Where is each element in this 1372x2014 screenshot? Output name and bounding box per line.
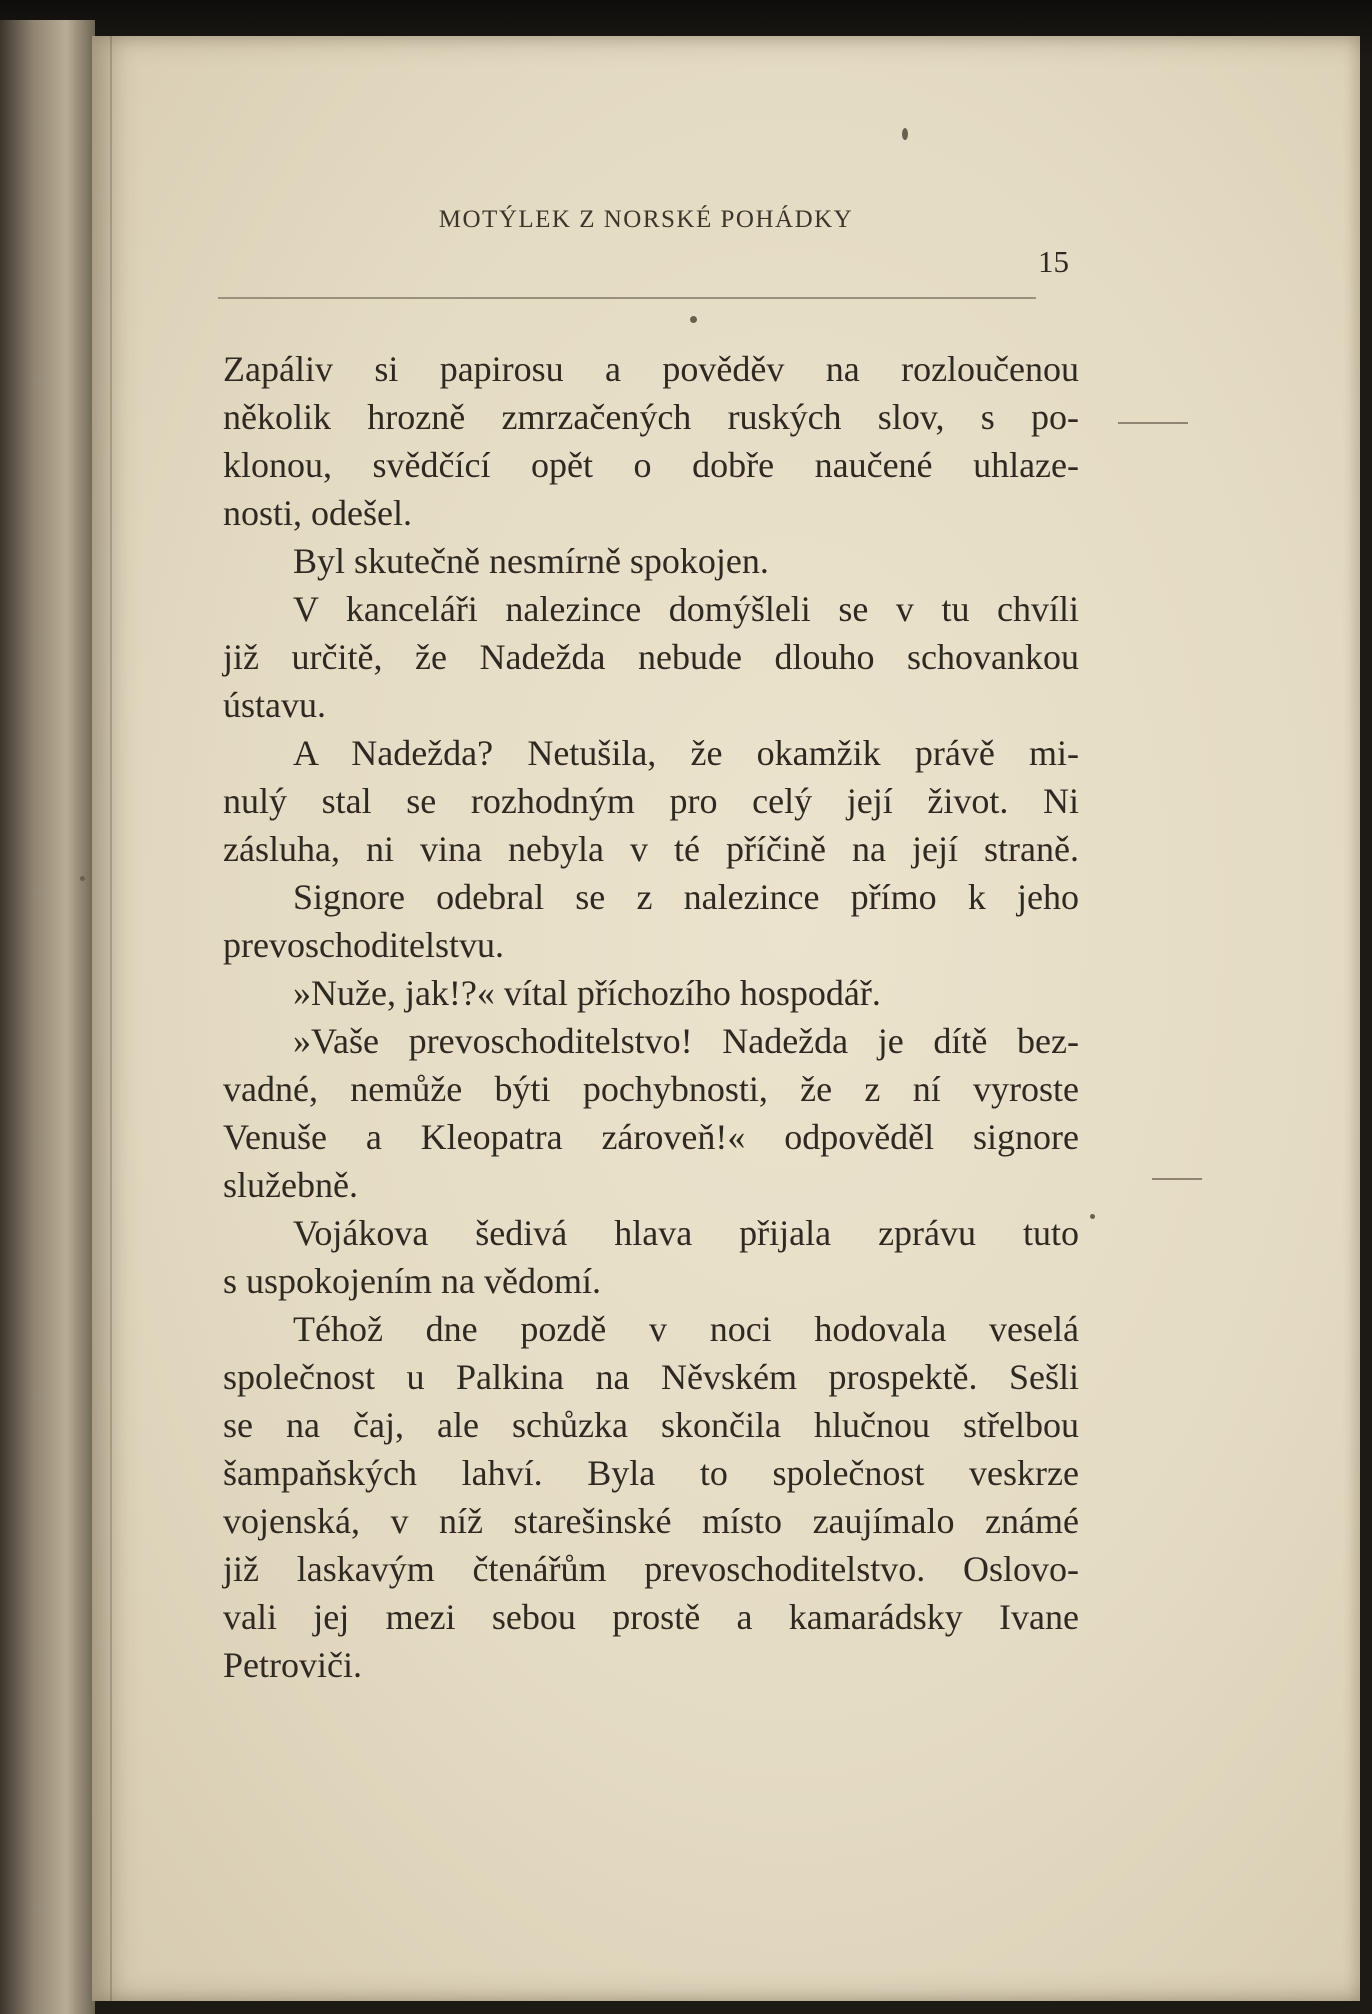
text-line: Signore odebral se z nalezince přímo k jeho (293, 877, 1079, 917)
text-line: A Nadežda? Netušila, že okamžik právě mi- (293, 733, 1079, 773)
text-line: již určitě, že Nadežda nebude dlouho schovankou (223, 637, 1079, 677)
text-line: Byl skutečně nesmírně spokojen. (293, 541, 769, 581)
text-line: Zapáliv si papirosu a pověděv na rozloučenou (223, 349, 1079, 389)
text-line: se na čaj, ale schůzka skončila hlučnou střelbou (223, 1405, 1079, 1445)
text-line: vadné, nemůže býti pochybnosti, že z ní vyroste (223, 1069, 1079, 1109)
text-line: Petroviči. (223, 1645, 362, 1685)
ink-speck (902, 128, 908, 140)
text-line: Vojákova šedivá hlava přijala zprávu tuto (293, 1213, 1079, 1253)
text-line: již laskavým čtenářům prevoschoditelstvo. Oslovo- (223, 1549, 1079, 1589)
text-line: »Vaše prevoschoditelstvo! Nadežda je dítě bez- (293, 1021, 1079, 1061)
text-line: s uspokojením na vědomí. (223, 1261, 601, 1301)
text-line: »Nuže, jak!?« vítal příchozího hospodář. (293, 973, 881, 1013)
body-text (223, 345, 1079, 1689)
header-rule (218, 297, 1036, 299)
text-line: několik hrozně zmrzačených ruských slov, s po- (223, 397, 1079, 437)
text-line: společnost u Palkina na Něvském prospektě. Sešli (223, 1357, 1079, 1397)
running-title: MOTÝLEK Z NORSKÉ POHÁDKY (438, 206, 854, 233)
page-number: 15 (1038, 244, 1069, 279)
text-line: V kanceláři nalezince domýšleli se v tu chvíli (293, 589, 1079, 629)
text-line: prevoschoditelstvu. (223, 925, 504, 965)
text-line: vojenská, v níž starešinské místo zaujímalo známé (223, 1501, 1079, 1541)
text-line: zásluha, ni vina nebyla v té příčině na její straně. (223, 829, 1079, 869)
text-line: ústavu. (223, 685, 326, 725)
previous-page-edge (0, 20, 95, 2014)
text-line: šampaňských lahví. Byla to společnost veskrze (223, 1453, 1079, 1493)
margin-mark (1152, 1178, 1202, 1180)
ink-speck (1090, 1214, 1095, 1219)
gutter-fold (110, 36, 112, 2001)
text-line: služebně. (223, 1165, 358, 1205)
text-line: nulý stal se rozhodným pro celý její život. Ni (223, 781, 1079, 821)
text-line: Venuše a Kleopatra zároveň!« odpověděl signore (223, 1117, 1079, 1157)
text-line: vali jej mezi sebou prostě a kamarádsky Ivane (223, 1597, 1079, 1637)
text-line: Téhož dne pozdě v noci hodovala veselá (293, 1309, 1079, 1349)
margin-mark (1118, 422, 1188, 424)
text-line: nosti, odešel. (223, 493, 412, 533)
ink-speck (80, 876, 85, 881)
text-line: klonou, svědčící opět o dobře naučené uhlaze- (223, 445, 1079, 485)
ink-speck (690, 316, 697, 323)
